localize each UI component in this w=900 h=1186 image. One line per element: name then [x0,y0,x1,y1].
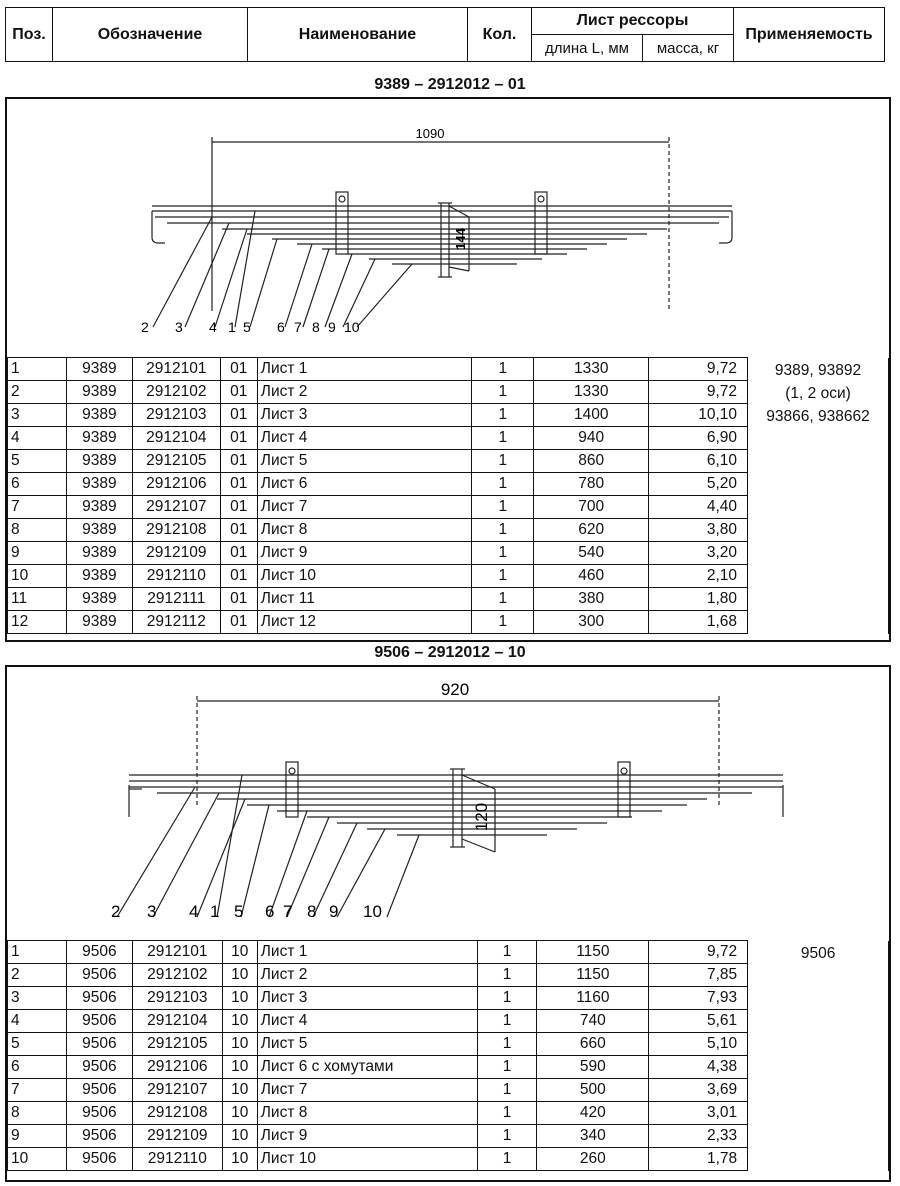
part-length: 460 [534,565,649,588]
part-pos: 2 [8,964,67,987]
part-code-b: 2912108 [132,519,220,542]
part-code-b: 2912112 [132,611,220,634]
part-name: Лист 10 [257,565,472,588]
part-length: 380 [534,588,649,611]
header-sheet: Лист рессоры [532,8,734,35]
part-pos: 8 [8,1102,67,1125]
header-table [5,7,885,62]
section1-callout: 3 [175,319,183,335]
part-name: Лист 6 с хомутами [257,1056,477,1079]
part-mass: 6,10 [649,450,748,473]
part-code-a: 9389 [66,611,132,634]
applicability-line: (1, 2 оси) [785,384,851,402]
part-code-a: 9506 [66,1148,132,1171]
part-pos: 3 [8,404,67,427]
part-length: 700 [534,496,649,519]
part-length: 590 [537,1056,649,1079]
part-qty: 1 [472,358,534,381]
part-code-c: 01 [220,427,257,450]
part-mass: 3,80 [649,519,748,542]
part-length: 260 [537,1148,649,1171]
section2-callout: 8 [307,902,317,921]
part-code-b: 2912105 [132,1033,222,1056]
part-code-b: 2912106 [132,473,220,496]
part-code-c: 10 [222,1079,257,1102]
part-code-a: 9389 [66,427,132,450]
part-name: Лист 3 [257,987,477,1010]
part-code-c: 01 [220,381,257,404]
part-code-b: 2912102 [132,381,220,404]
part-mass: 3,01 [649,1102,748,1125]
section2-callout: 5 [234,902,244,921]
part-code-b: 2912109 [132,1125,222,1148]
part-length: 1150 [537,964,649,987]
part-code-a: 9389 [66,450,132,473]
part-pos: 4 [8,1010,67,1033]
header-mass: масса, кг [643,35,734,62]
part-code-b: 2912111 [132,588,220,611]
part-code-a: 9389 [66,588,132,611]
section1-parts-table [7,357,889,634]
section2-callout: 7 [283,902,293,921]
part-pos: 10 [8,565,67,588]
part-code-a: 9389 [66,565,132,588]
header-designation: Обозначение [53,8,248,62]
part-mass: 9,72 [649,381,748,404]
section2-callout: 9 [329,902,339,921]
part-code-c: 10 [222,1056,257,1079]
section2-title: 9506 – 2912012 – 10 [374,644,526,661]
part-code-c: 01 [220,565,257,588]
header-qty: Кол. [468,8,532,62]
part-qty: 1 [472,542,534,565]
part-name: Лист 1 [257,358,472,381]
part-name: Лист 1 [257,941,477,964]
part-mass: 1,68 [649,611,748,634]
part-length: 620 [534,519,649,542]
part-mass: 3,20 [649,542,748,565]
part-code-b: 2912105 [132,450,220,473]
part-qty: 1 [477,964,537,987]
part-pos: 8 [8,519,67,542]
part-code-b: 2912108 [132,1102,222,1125]
header-applicability: Применяемость [734,8,885,62]
part-mass: 4,40 [649,496,748,519]
part-qty: 1 [472,450,534,473]
part-pos: 9 [8,542,67,565]
part-code-a: 9506 [66,987,132,1010]
section1-callout: 9 [328,319,336,335]
applicability-line: 9389, 93892 [774,361,862,379]
section2-callout: 2 [111,902,121,921]
part-code-c: 01 [220,542,257,565]
part-mass: 1,80 [649,588,748,611]
part-length: 300 [534,611,649,634]
part-length: 940 [534,427,649,450]
section1-spring-drawing [7,99,889,357]
part-code-a: 9506 [66,1033,132,1056]
part-mass: 7,85 [649,964,748,987]
part-qty: 1 [477,941,537,964]
part-mass: 3,69 [649,1079,748,1102]
section2-callout: 3 [147,902,157,921]
part-name: Лист 10 [257,1148,477,1171]
part-code-c: 01 [220,519,257,542]
part-pos: 7 [8,496,67,519]
part-code-b: 2912103 [132,987,222,1010]
section1-title: 9389 – 2912012 – 01 [374,76,526,93]
part-code-a: 9506 [66,1056,132,1079]
section2-parts-table [7,940,889,1171]
part-code-b: 2912106 [132,1056,222,1079]
part-pos: 6 [8,1056,67,1079]
part-pos: 1 [8,941,67,964]
part-qty: 1 [472,611,534,634]
part-mass: 10,10 [649,404,748,427]
part-mass: 5,20 [649,473,748,496]
part-qty: 1 [477,1079,537,1102]
part-code-a: 9506 [66,941,132,964]
part-code-a: 9389 [66,542,132,565]
part-name: Лист 8 [257,1102,477,1125]
part-name: Лист 7 [257,496,472,519]
part-mass: 9,72 [649,358,748,381]
part-code-b: 2912101 [132,941,222,964]
part-qty: 1 [477,1010,537,1033]
part-code-c: 10 [222,1010,257,1033]
part-pos: 9 [8,1125,67,1148]
section2-callout: 10 [363,902,382,921]
part-name: Лист 9 [257,1125,477,1148]
part-code-c: 10 [222,987,257,1010]
part-length: 340 [537,1125,649,1148]
part-name: Лист 12 [257,611,472,634]
part-name: Лист 8 [257,519,472,542]
part-code-c: 10 [222,1148,257,1171]
section1-dimension: 1090 [415,126,445,141]
part-pos: 4 [8,427,67,450]
part-qty: 1 [477,1056,537,1079]
part-qty: 1 [472,588,534,611]
section2-callout: 1 [210,902,220,921]
part-name: Лист 4 [257,1010,477,1033]
applicability-cell [748,941,889,1171]
section1-callout: 10 [344,319,360,335]
part-length: 1160 [537,987,649,1010]
header-name: Наименование [248,8,468,62]
part-mass: 5,10 [649,1033,748,1056]
part-name: Лист 4 [257,427,472,450]
part-length: 540 [534,542,649,565]
part-qty: 1 [477,1102,537,1125]
part-qty: 1 [472,427,534,450]
part-length: 660 [537,1033,649,1056]
part-pos: 5 [8,450,67,473]
header-length: длина L, мм [532,35,643,62]
part-qty: 1 [477,987,537,1010]
part-length: 1150 [537,941,649,964]
part-code-b: 2912103 [132,404,220,427]
part-code-c: 10 [222,1033,257,1056]
applicability-cell [748,358,889,634]
part-code-a: 9506 [66,1102,132,1125]
section1-callout: 1 [228,319,236,335]
section1-callout: 8 [312,319,320,335]
part-name: Лист 6 [257,473,472,496]
part-length: 1400 [534,404,649,427]
part-qty: 1 [472,473,534,496]
part-code-a: 9389 [66,519,132,542]
part-code-c: 10 [222,1102,257,1125]
part-code-c: 10 [222,941,257,964]
section1-callout: 4 [209,319,217,335]
part-qty: 1 [472,496,534,519]
part-code-b: 2912101 [132,358,220,381]
part-pos: 1 [8,358,67,381]
part-code-c: 10 [222,964,257,987]
part-code-c: 01 [220,496,257,519]
part-name: Лист 7 [257,1079,477,1102]
part-code-b: 2912109 [132,542,220,565]
table-row [8,941,889,964]
part-name: Лист 2 [257,381,472,404]
part-mass: 2,10 [649,565,748,588]
part-length: 740 [537,1010,649,1033]
part-pos: 10 [8,1148,67,1171]
part-name: Лист 11 [257,588,472,611]
section1-height-dim: 144 [453,228,468,250]
part-mass: 2,33 [649,1125,748,1148]
part-name: Лист 5 [257,1033,477,1056]
part-mass: 6,90 [649,427,748,450]
part-pos: 3 [8,987,67,1010]
applicability-line: 9506 [800,944,836,962]
part-qty: 1 [472,519,534,542]
header-pos: Поз. [6,8,53,62]
part-code-b: 2912107 [132,496,220,519]
part-code-c: 01 [220,473,257,496]
part-length: 860 [534,450,649,473]
part-code-c: 01 [220,450,257,473]
part-code-c: 01 [220,611,257,634]
part-code-b: 2912110 [132,1148,222,1171]
part-qty: 1 [472,404,534,427]
part-code-b: 2912107 [132,1079,222,1102]
part-code-c: 01 [220,588,257,611]
part-mass: 1,78 [649,1148,748,1171]
part-code-a: 9506 [66,1125,132,1148]
part-code-a: 9389 [66,404,132,427]
section1-callout: 6 [277,319,285,335]
section1-callout: 7 [294,319,302,335]
part-length: 1330 [534,381,649,404]
section2-callout: 4 [189,902,199,921]
table-row [8,358,889,381]
part-code-b: 2912104 [132,1010,222,1033]
part-qty: 1 [472,565,534,588]
part-name: Лист 5 [257,450,472,473]
section2-frame [5,665,891,1182]
part-pos: 12 [8,611,67,634]
part-name: Лист 9 [257,542,472,565]
part-code-a: 9506 [66,1010,132,1033]
part-mass: 5,61 [649,1010,748,1033]
part-code-a: 9389 [66,473,132,496]
section1-callout: 2 [141,319,149,335]
part-qty: 1 [472,381,534,404]
part-qty: 1 [477,1033,537,1056]
part-code-c: 01 [220,358,257,381]
section2-spring-drawing [7,667,889,940]
part-mass: 9,72 [649,941,748,964]
part-code-c: 10 [222,1125,257,1148]
part-pos: 11 [8,588,67,611]
part-pos: 7 [8,1079,67,1102]
part-code-a: 9389 [66,381,132,404]
applicability-line: 93866, 938662 [766,407,870,425]
part-code-a: 9389 [66,358,132,381]
part-length: 1330 [534,358,649,381]
part-mass: 7,93 [649,987,748,1010]
section2-callout: 6 [265,902,275,921]
part-pos: 2 [8,381,67,404]
section1-frame [5,97,891,642]
part-length: 780 [534,473,649,496]
section2-height-dim: 120 [472,802,491,832]
part-code-a: 9389 [66,496,132,519]
part-qty: 1 [477,1148,537,1171]
part-pos: 5 [8,1033,67,1056]
part-mass: 4,38 [649,1056,748,1079]
part-name: Лист 2 [257,964,477,987]
part-code-b: 2912102 [132,964,222,987]
part-code-a: 9506 [66,1079,132,1102]
section2-dimension: 920 [440,680,470,699]
section1-callout: 5 [243,319,251,335]
part-length: 420 [537,1102,649,1125]
part-code-b: 2912104 [132,427,220,450]
part-code-c: 01 [220,404,257,427]
part-pos: 6 [8,473,67,496]
part-length: 500 [537,1079,649,1102]
part-qty: 1 [477,1125,537,1148]
part-code-b: 2912110 [132,565,220,588]
part-name: Лист 3 [257,404,472,427]
part-code-a: 9506 [66,964,132,987]
